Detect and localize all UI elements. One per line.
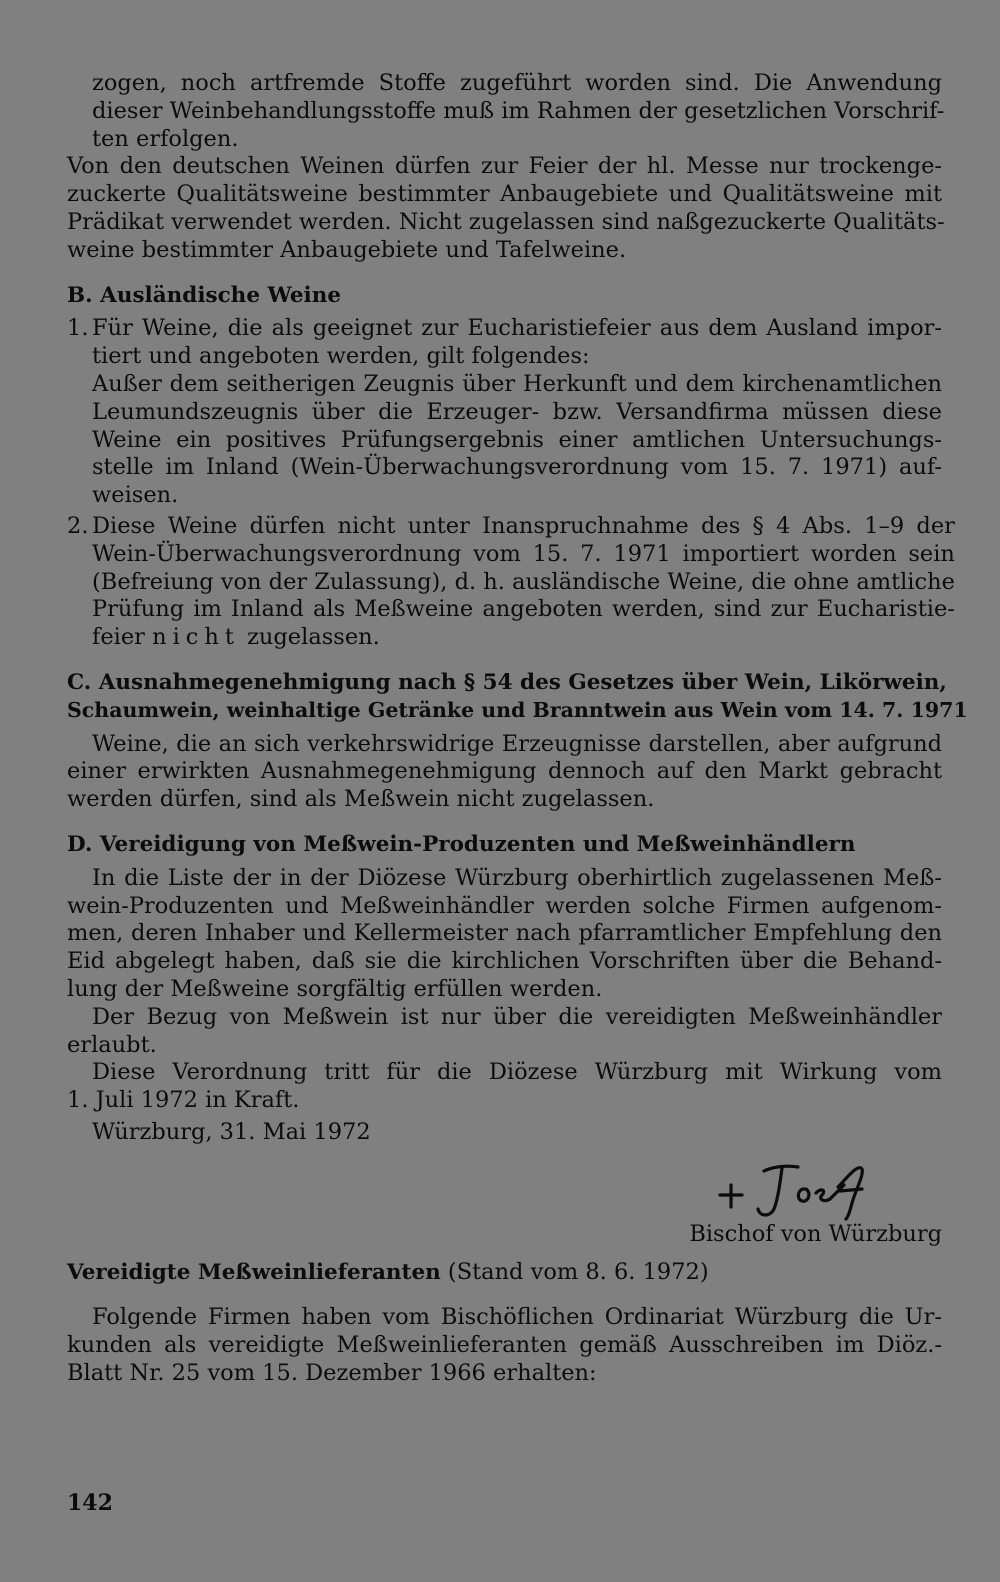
text-line: Weine ein positives Prüfungsergebnis einer amtlichen Untersuchungs- (92, 426, 942, 453)
text-line: Wein-Überwachungsverordnung vom 15. 7. 1971 importiert worden sein (92, 540, 955, 567)
section-b-heading: B. Ausländische Weine (67, 282, 342, 308)
section-d-paragraph-3 (67, 1059, 942, 1115)
text-line: Folgende Firmen haben vom Bischöflichen Ordinariat Würzburg die Ur- (92, 1304, 942, 1331)
text-line: Blatt Nr. 25 vom 15. Dezember 1966 erhalten: (67, 1359, 597, 1386)
signature-block (67, 1159, 942, 1221)
text-line: wein-Produzenten und Meßweinhändler werden solche Firmen aufgenom- (67, 892, 942, 919)
spaced-emphasis: nicht (152, 624, 240, 651)
text-line: Prüfung im Inland als Meßweine angeboten werden, sind zur Eucharistie- (92, 596, 955, 623)
text-line: Leumundszeugnis über die Erzeuger- bzw. Versandfirma müssen diese (92, 398, 942, 425)
place-date: Würzburg, 31. Mai 1972 (92, 1118, 371, 1145)
text-line: Diese Verordnung tritt für die Diözese Würzburg mit Wirkung vom (92, 1059, 942, 1086)
page-body (67, 70, 968, 1388)
text-line: (Befreiung von der Zulassung), d. h. ausländische Weine, die ohne amtliche (92, 568, 955, 595)
text-line: In die Liste der in der Diözese Würzburg oberhirtlich zugelassenen Meß- (92, 864, 942, 891)
section-b-item-2 (67, 512, 955, 652)
suppliers-paragraph (67, 1304, 942, 1387)
german-wines-paragraph (67, 153, 945, 264)
handwritten-signature (712, 1159, 902, 1221)
text-line: Von den deutschen Weinen dürfen zur Feier der hl. Messe nur trockenge- (67, 153, 942, 180)
text-line: weisen. (92, 482, 179, 509)
text-line: 1. Juli 1972 in Kraft. (67, 1087, 300, 1114)
section-d-paragraph-2 (67, 1004, 942, 1060)
text-line: lung der Meßweine sorgfältig erfüllen werden. (67, 975, 603, 1002)
text-line: werden dürfen, sind als Meßwein nicht zugelassen. (67, 786, 655, 813)
section-c-paragraph (67, 731, 942, 814)
text-line: Eid abgelegt haben, daß sie die kirchlichen Vorschriften über die Behand- (67, 948, 942, 975)
text-line: Prädikat verwendet werden. Nicht zugelassen sind naßgezuckerte Qualitäts- (67, 208, 945, 235)
text-line: ten erfolgen. (92, 125, 239, 152)
text-line (92, 624, 955, 652)
suppliers-heading-date: (Stand vom 8. 6. 1972) (447, 1259, 709, 1286)
item-number: 2. (67, 512, 89, 539)
text-line: einer erwirkten Ausnahmegenehmigung dennoch auf den Markt gebracht (67, 758, 942, 785)
item-number: 1. (67, 315, 89, 342)
text-line: tiert und angeboten werden, gilt folgendes: (92, 343, 590, 370)
text-line: dieser Weinbehandlungsstoffe muß im Rahmen der gesetzlichen Vorschrif- (92, 97, 945, 124)
text-line: Weine, die an sich verkehrswidrige Erzeugnisse darstellen, aber aufgrund (92, 730, 942, 757)
intro-paragraph (67, 70, 945, 153)
text-line: Diese Weine dürfen nicht unter Inanspruchnahme des § 4 Abs. 1–9 der (92, 512, 955, 539)
text-line: zuckerte Qualitätsweine bestimmter Anbaugebiete und Qualitätsweine mit (67, 181, 942, 208)
text-line: stelle im Inland (Wein-Überwachungsverordnung vom 15. 7. 1971) auf- (92, 454, 942, 481)
section-d-heading: D. Vereidigung von Meßwein-Produzenten und Meßweinhändlern (67, 831, 856, 857)
text-line: Außer dem seitherigen Zeugnis über Herkunft und dem kirchenamtlichen (92, 370, 942, 397)
text-span: zugelassen. (247, 624, 380, 651)
text-line: Der Bezug von Meßwein ist nur über die vereidigten Meßweinhändler (92, 1003, 942, 1030)
page-number: 142 (67, 1490, 113, 1516)
text-span: feier (92, 624, 145, 651)
text-line: Für Weine, die als geeignet zur Eucharistiefeier aus dem Ausland impor- (92, 315, 942, 342)
text-line: erlaubt. (67, 1031, 157, 1058)
section-b-item-1 (67, 315, 942, 510)
suppliers-heading-bold: Vereidigte Meßweinlieferanten (67, 1260, 441, 1286)
text-line: zogen, noch artfremde Stoffe zugeführt worden sind. Die Anwendung (92, 70, 942, 96)
text-line: weine bestimmter Anbaugebiete und Tafelweine. (67, 236, 627, 263)
bishop-title: Bischof von Würzburg (689, 1220, 942, 1247)
section-c-heading: Schaumwein, weinhaltige Getränke und Branntwein aus Wein vom 14. 7. 1971 (67, 697, 968, 722)
suppliers-heading (67, 1259, 942, 1287)
section-c-heading: C. Ausnahmegenehmigung nach § 54 des Gesetzes über Wein, Likörwein, (67, 669, 947, 695)
text-line: men, deren Inhaber und Kellermeister nach pfarramtlicher Empfehlung den (67, 920, 942, 947)
text-line: kunden als vereidigte Meßweinlieferanten gemäß Ausschreiben im Diöz.- (67, 1332, 942, 1359)
section-d-paragraph-1 (67, 865, 942, 1004)
